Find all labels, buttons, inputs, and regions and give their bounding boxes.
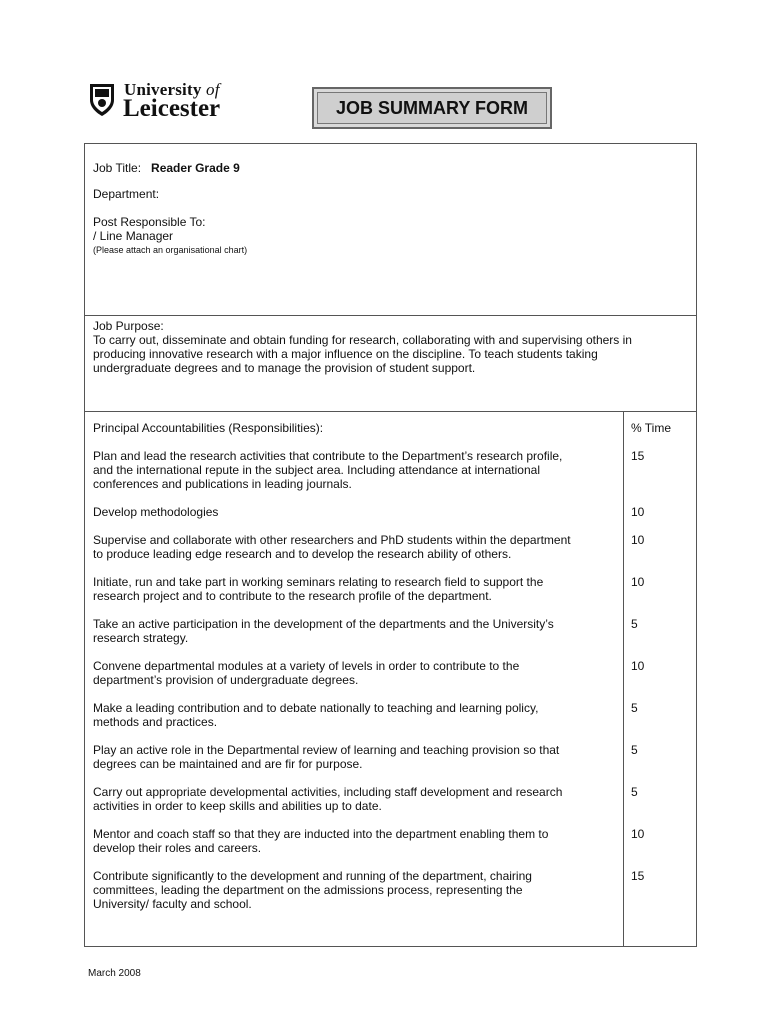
time-percent: 10 bbox=[631, 533, 645, 547]
accountability-line: Mentor and coach staff so that they are inducted into the department enabling them to bbox=[93, 827, 549, 841]
accountability-item bbox=[93, 659, 613, 687]
accountability-line: and the international repute in the subject area. Including attendance at international bbox=[93, 463, 540, 477]
university-logo bbox=[88, 80, 248, 124]
footer-date: March 2008 bbox=[88, 968, 141, 979]
post-responsible-label: Post Responsible To: bbox=[93, 215, 206, 229]
accountability-item bbox=[93, 449, 613, 491]
accountability-line: Develop methodologies bbox=[93, 505, 219, 519]
job-purpose-line: undergraduate degrees and to manage the provision of student support. bbox=[93, 361, 476, 375]
accountability-line: University/ faculty and school. bbox=[93, 897, 252, 911]
accountability-item bbox=[93, 827, 613, 855]
form-title: JOB SUMMARY FORM bbox=[317, 92, 547, 124]
accountability-line: degrees can be maintained and are fir for purpose. bbox=[93, 757, 363, 771]
time-percent: 15 bbox=[631, 869, 645, 883]
accountability-item bbox=[93, 743, 613, 771]
accountability-line: Carry out appropriate developmental activities, including staff development and research bbox=[93, 785, 563, 799]
department-label: Department: bbox=[93, 187, 160, 201]
accountability-line: activities in order to keep skills and abilities up to date. bbox=[93, 799, 382, 813]
university-word: University bbox=[124, 80, 202, 99]
job-purpose-line: producing innovative research with a major influence on the discipline. To teach students taking bbox=[93, 347, 598, 361]
accountability-line: conferences and publications in leading journals. bbox=[93, 477, 352, 491]
city-wordmark: Leicester bbox=[123, 95, 221, 122]
time-percent: 10 bbox=[631, 575, 645, 589]
job-title-label: Job Title: bbox=[93, 161, 142, 175]
accountability-line: Play an active role in the Departmental review of learning and teaching provision so that bbox=[93, 743, 560, 757]
accountability-item bbox=[93, 575, 613, 603]
accountability-line: research strategy. bbox=[93, 631, 189, 645]
accountability-line: Convene departmental modules at a variety of levels in order to contribute to the bbox=[93, 659, 520, 673]
job-purpose-section bbox=[85, 316, 696, 412]
job-title-row bbox=[93, 161, 240, 175]
accountability-item bbox=[93, 785, 613, 813]
accountability-line: develop their roles and careers. bbox=[93, 841, 262, 855]
job-purpose-line: To carry out, disseminate and obtain funding for research, collaborating with and supervising others in bbox=[93, 333, 632, 347]
accountability-line: Take an active participation in the development of the departments and the University’s bbox=[93, 617, 554, 631]
accountability-item bbox=[93, 617, 613, 645]
accountabilities-section bbox=[85, 412, 696, 947]
accountability-item bbox=[93, 533, 613, 561]
time-percent: 5 bbox=[631, 743, 638, 757]
accountability-line: research project and to contribute to the research profile of the department. bbox=[93, 589, 492, 603]
accountabilities-header: Principal Accountabilities (Responsibilities): bbox=[93, 421, 324, 435]
accountability-item bbox=[93, 505, 613, 519]
time-percent: 10 bbox=[631, 659, 645, 673]
time-percent: 10 bbox=[631, 827, 645, 841]
accountability-line: committees, leading the department on the admissions process, representing the bbox=[93, 883, 523, 897]
accountability-line: Plan and lead the research activities that contribute to the Department’s research profile, bbox=[93, 449, 563, 463]
time-percent: 5 bbox=[631, 701, 638, 715]
accountability-line: Contribute significantly to the development and running of the department, chairing bbox=[93, 869, 532, 883]
job-title-value: Reader Grade 9 bbox=[151, 161, 240, 175]
line-manager-label: / Line Manager bbox=[93, 229, 174, 243]
job-details-section bbox=[85, 144, 696, 316]
accountability-item bbox=[93, 701, 613, 729]
accountability-line: Make a leading contribution and to debate nationally to teaching and learning policy, bbox=[93, 701, 539, 715]
accountability-line: Supervise and collaborate with other researchers and PhD students within the department bbox=[93, 533, 571, 547]
accountability-item bbox=[93, 869, 613, 911]
time-header: % Time bbox=[631, 421, 672, 435]
time-percent: 15 bbox=[631, 449, 645, 463]
accountability-line: to produce leading edge research and to develop the research ability of others. bbox=[93, 547, 512, 561]
form-title-box bbox=[312, 87, 552, 129]
accountability-line: department’s provision of undergraduate degrees. bbox=[93, 673, 359, 687]
accountability-line: Initiate, run and take part in working seminars relating to research field to support the bbox=[93, 575, 544, 589]
crest-icon bbox=[88, 82, 116, 118]
org-chart-note: (Please attach an organisational chart) bbox=[93, 245, 248, 255]
job-summary-table bbox=[84, 143, 697, 947]
job-purpose-label: Job Purpose: bbox=[93, 319, 164, 333]
time-percent: 5 bbox=[631, 617, 638, 631]
time-percent: 5 bbox=[631, 785, 638, 799]
accountability-line: methods and practices. bbox=[93, 715, 218, 729]
time-percent: 10 bbox=[631, 505, 645, 519]
of-word: of bbox=[206, 80, 220, 99]
